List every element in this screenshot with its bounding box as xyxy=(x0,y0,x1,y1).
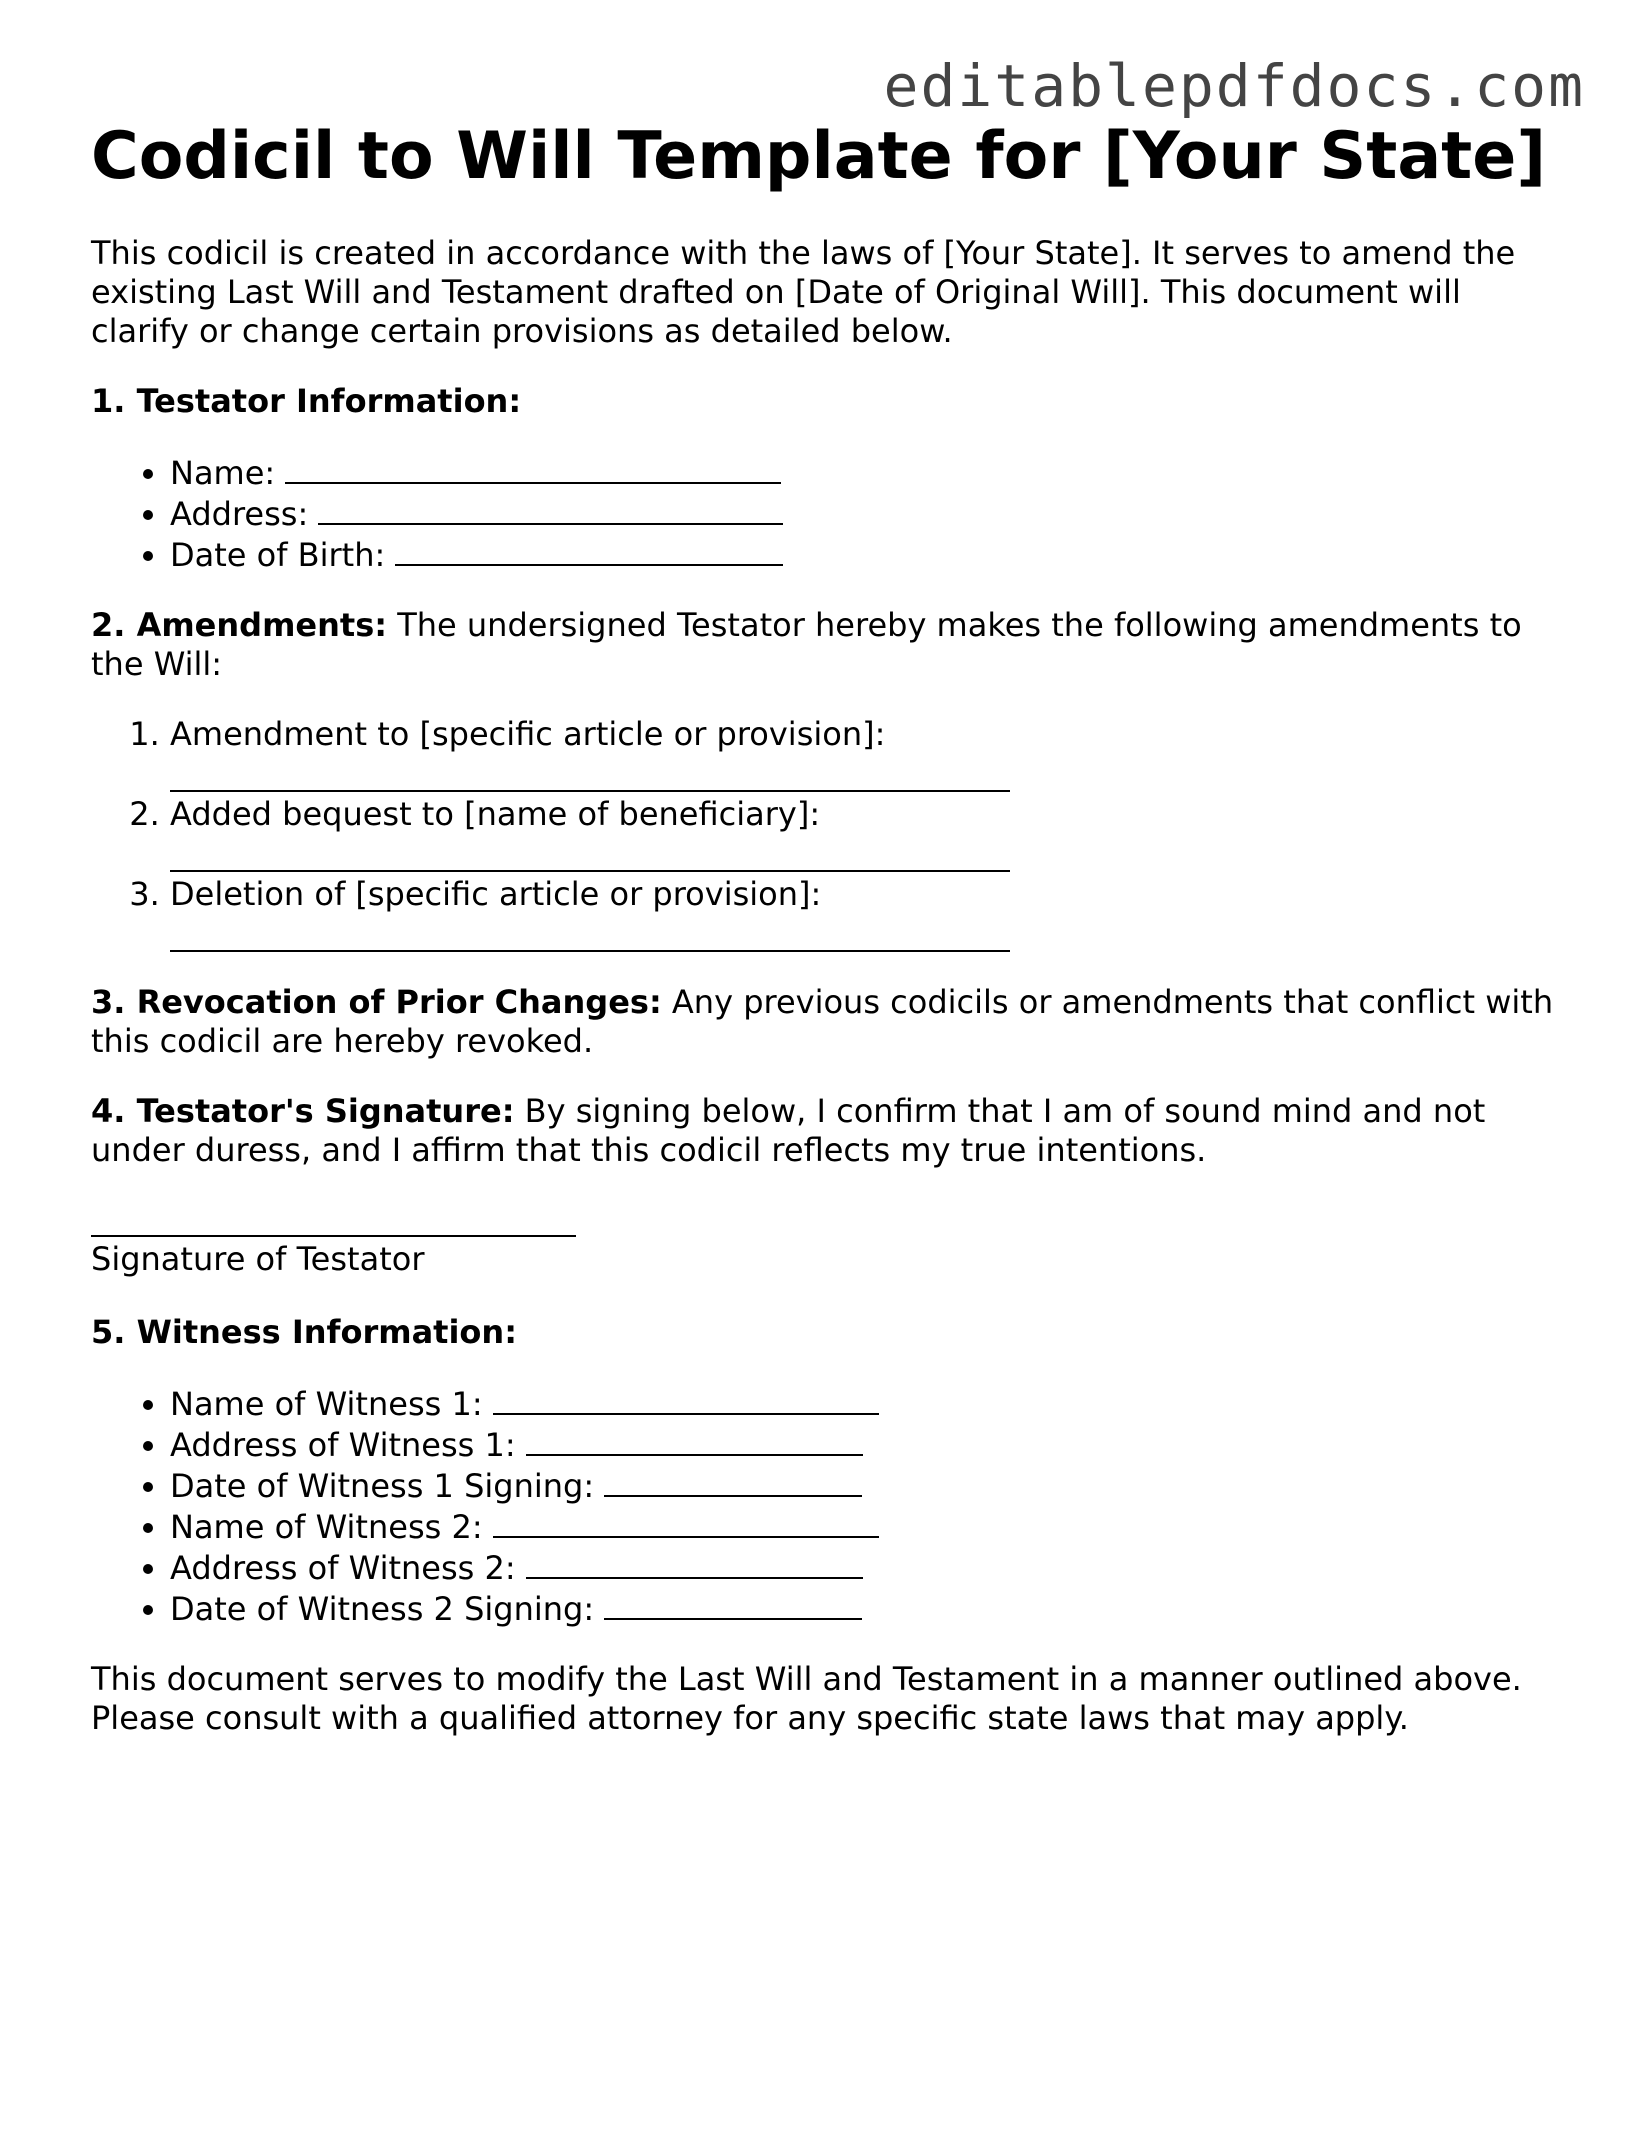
witness-info-list xyxy=(91,1383,1561,1629)
amendment-label: Deletion of [specific article or provision]: xyxy=(170,875,822,913)
field-label: Date of Witness 2 Signing: xyxy=(170,1590,595,1628)
list-item xyxy=(170,1547,1561,1588)
list-item xyxy=(170,715,1561,792)
amendments-list xyxy=(91,715,1561,952)
deletion-blank[interactable] xyxy=(170,914,1010,952)
address-blank[interactable] xyxy=(318,493,783,525)
field-label: Date of Birth: xyxy=(170,536,386,574)
date-of-birth-blank[interactable] xyxy=(395,534,783,566)
watermark: editablepdfdocs.com xyxy=(883,52,1585,120)
field-label: Name of Witness 1: xyxy=(170,1385,483,1423)
bequest-blank[interactable] xyxy=(170,834,1010,872)
section-4-paragraph xyxy=(91,1092,1561,1170)
section-2-title: 2. Amendments: xyxy=(91,606,388,644)
field-label: Name of Witness 2: xyxy=(170,1508,483,1546)
name-blank[interactable] xyxy=(285,452,781,484)
list-item xyxy=(170,534,1561,575)
section-3-title: 3. Revocation of Prior Changes: xyxy=(91,983,662,1021)
section-4-title: 4. Testator's Signature: xyxy=(91,1092,515,1130)
witness-1-date-blank[interactable] xyxy=(604,1465,862,1497)
field-label: Address of Witness 2: xyxy=(170,1549,516,1587)
section-1-heading xyxy=(91,382,1561,421)
section-4-text: By signing below, I confirm that I am of sound mind and not under duress, and I affirm that this codicil reflects my true intentions. xyxy=(91,1092,1486,1169)
witness-2-address-blank[interactable] xyxy=(526,1547,863,1579)
witness-1-address-blank[interactable] xyxy=(526,1424,863,1456)
list-item xyxy=(170,452,1561,493)
amendment-blank[interactable] xyxy=(170,754,1010,792)
closing-paragraph: This document serves to modify the Last Will and Testament in a manner outlined above. Please consult with a qualified attorney for any specific state laws that may apply. xyxy=(91,1660,1522,1737)
witness-1-name-blank[interactable] xyxy=(493,1383,879,1415)
list-item xyxy=(170,1383,1561,1424)
field-label: Date of Witness 1 Signing: xyxy=(170,1467,595,1505)
list-item xyxy=(170,1424,1561,1465)
section-5-title: 5. Witness Information: xyxy=(91,1313,517,1351)
section-2-text: The undersigned Testator hereby makes the following amendments to the Will: xyxy=(91,606,1522,683)
list-item xyxy=(170,1465,1561,1506)
list-item xyxy=(170,493,1561,534)
section-1-title: 1. Testator Information: xyxy=(91,382,522,420)
witness-2-name-blank[interactable] xyxy=(493,1506,879,1538)
field-label: Address: xyxy=(170,495,309,533)
section-5-heading xyxy=(91,1313,1561,1352)
field-label: Address of Witness 1: xyxy=(170,1426,516,1464)
amendment-label: Amendment to [specific article or provision]: xyxy=(170,715,886,753)
page-title: Codicil to Will Template for [Your State] xyxy=(91,119,1547,194)
list-item xyxy=(170,1506,1561,1547)
section-2-paragraph xyxy=(91,606,1561,684)
section-3-paragraph xyxy=(91,983,1561,1061)
document-page xyxy=(91,112,1561,1738)
amendment-label: Added bequest to [name of beneficiary]: xyxy=(170,795,821,833)
list-item xyxy=(170,1588,1561,1629)
list-item xyxy=(170,875,1561,952)
field-label: Name: xyxy=(170,454,276,492)
list-item xyxy=(170,795,1561,872)
section-3-text: Any previous codicils or amendments that conflict with this codicil are hereby revoked. xyxy=(91,983,1554,1060)
intro-paragraph: This codicil is created in accordance with the laws of [Your State]. It serves to amend the existing Last Will and Testament drafted on [Date of Original Will]. This document will clarify or change certain provisions as detailed below. xyxy=(91,234,1516,350)
signature-label: Signature of Testator xyxy=(91,1240,425,1278)
signature-line[interactable] xyxy=(91,1171,576,1237)
testator-info-list xyxy=(91,452,1561,575)
witness-2-date-blank[interactable] xyxy=(604,1588,862,1620)
